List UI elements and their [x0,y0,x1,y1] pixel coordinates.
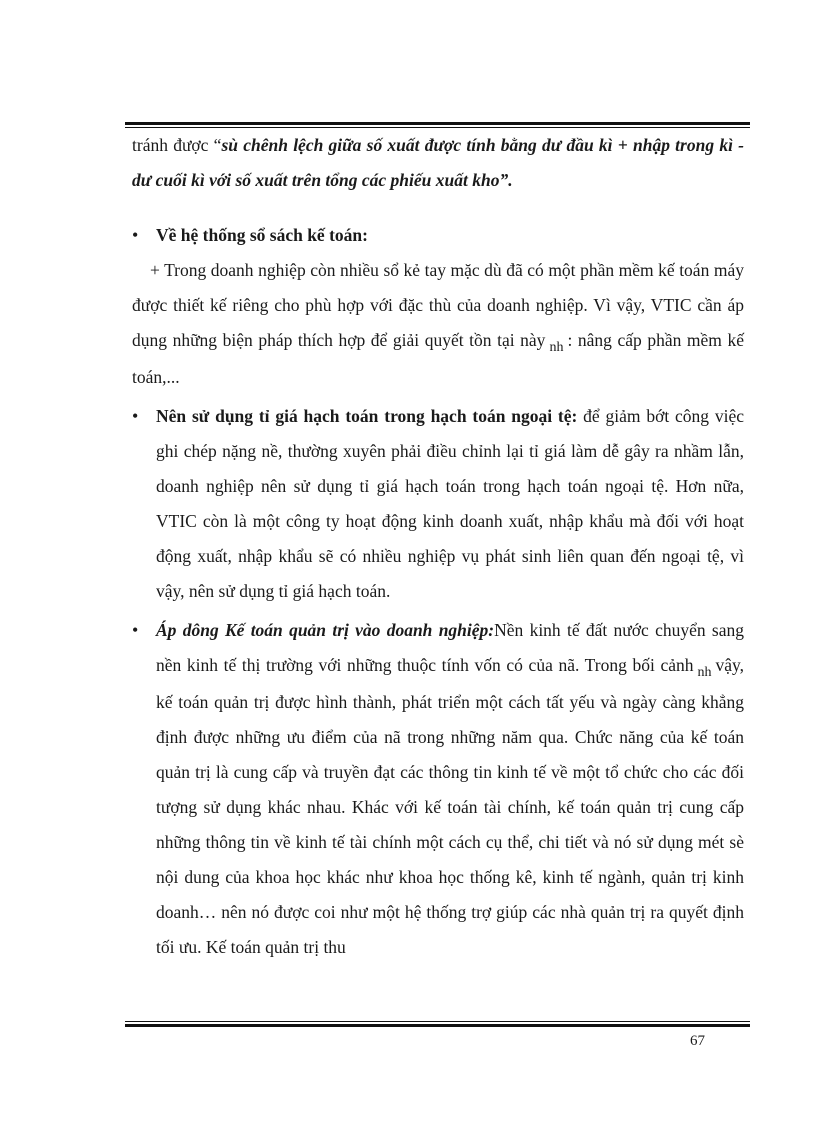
section1-heading: Về hệ thống sổ sách kế toán: [156,225,368,245]
section-management-accounting [132,613,744,965]
section3-body-b: vậy, kế toán quản trị được hình thành, phát triển một cách tất yếu và ngày càng khẳng định được những ưu điểm của nã trong những năm qua. Chức năng của kế toán quản trị là cung cấp và truyền đạt các thông tin kinh tế về một tổ chức cho các đối tượng sử dụng khác nhau. Khác với kế toán tài chính, kế toán quản trị cung cấp những thông tin về kinh tế tài chính một cách cụ thể, chi tiết và nó sử dụng mét sè nội dung của khoa học khác như khoa học thống kê, kinh tế ngành, quản trị kinh doanh… nên nó được coi như một hệ thống trợ giúp các nhà quản trị ra quyết định tối ưu. Kế toán quản trị thu [156,655,744,957]
spacer [132,198,744,218]
footer-rule-thick [125,1024,750,1027]
page-body [132,128,744,965]
section2-heading: Nên sử dụng tỉ giá hạch toán trong hạch toán ngoại tệ: [156,406,578,426]
bullet-icon: • [132,620,139,640]
page-number: 67 [690,1033,705,1049]
intro-quote-line2: kì - dư cuối kì với số xuất trên tổng các phiếu xuất kho”. [132,135,744,190]
bullet-icon: • [132,406,139,426]
section1-sub: nh [549,340,564,355]
section3-heading: Áp dông Kế toán quản trị vào doanh nghiệp: [156,620,495,640]
section3-paragraph [156,613,744,965]
bullet-icon: • [132,225,139,245]
intro-paragraph [132,128,744,198]
footer-rule-thin [125,1021,750,1022]
section1-paragraph [132,253,744,395]
section1-text-a: + Trong doanh nghiệp còn nhiều sổ kẻ tay mặc dù đã có một phần mềm kế toán máy được thiết kế riêng cho phù hợp với đặc thù của doanh nghiệp. Vì vậy, VTIC cần áp dụng những biện pháp thích hợp để giải quyết tồn tại này [132,260,744,350]
section3-sub: nh [697,665,712,680]
section2-body: để giảm bớt công việc ghi chép nặng nề, thường xuyên phải điều chỉnh lại tỉ giá làm dễ gây ra nhầm lẫn, doanh nghiệp nên sử dụng tỉ giá hạch toán trong hạch toán ngoại tệ. Hơn nữa, VTIC còn là một công ty hoạt động kinh doanh xuất, nhập khẩu mà đối với hoạt động xuất, nhập khẩu sẽ có nhiều nghiệp vụ phát sinh liên quan đến ngoại tệ, vì vậy, nên sử dụng tỉ giá hạch toán. [156,406,744,601]
intro-pre: tránh được “ [132,135,222,155]
header-rule-thick [125,122,750,125]
section-accounting-books [132,218,744,253]
section3-body-a: Nền kinh tế đất nước chuyển sang nền kinh tế thị trường với những thuộc tính vốn có của nã. Trong bối cảnh [156,620,744,675]
section1-text-b: : nâng cấp phần mềm kế toán,... [132,330,744,387]
section2-paragraph [156,399,744,609]
intro-quote-line1: sù chênh lệch giữa số xuất được tính bằng dư đầu kì + nhập trong [221,135,715,155]
section-exchange-rate [132,399,744,609]
